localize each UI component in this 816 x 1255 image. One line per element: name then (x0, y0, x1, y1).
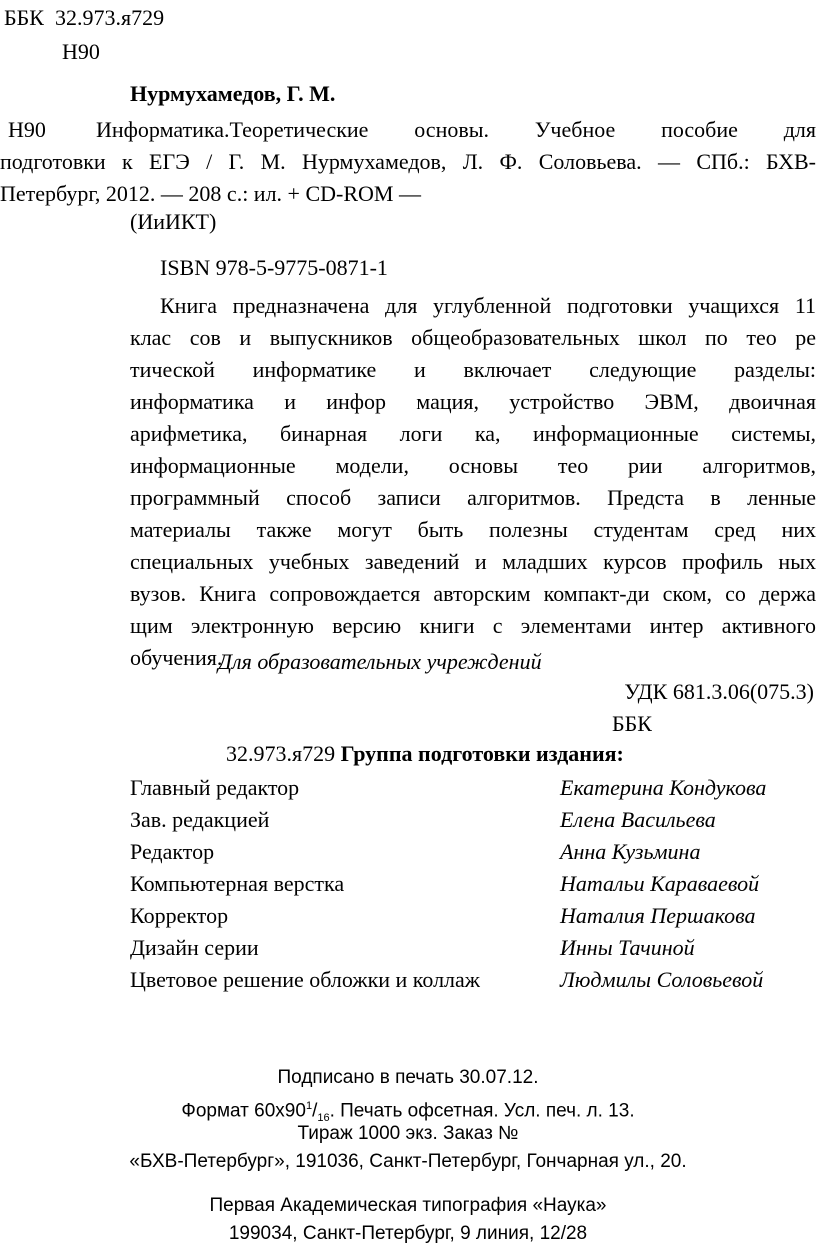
audience: Для образовательных учреждений (218, 649, 542, 674)
abstract-line: клас сов и выпускников общеобразовательных школ по тео ре (130, 325, 816, 350)
bbk-header (4, 2, 164, 34)
bbk-prefix: ББК (4, 5, 44, 30)
format-separator: / (312, 1100, 318, 1122)
group-code: 32.973.я729 (226, 741, 336, 766)
staff-row (130, 868, 816, 900)
bib-line-1 (4, 114, 816, 146)
series: (ИиИКТ) (130, 209, 217, 234)
staff-name: Натальи Караваевой (560, 871, 760, 896)
abstract-line-last: обучения. (130, 645, 223, 670)
abstract-line: программный способ записи алгоритмов. Предста в ленные (130, 485, 816, 510)
format-suffix: . Печать офсетная. Усл. печ. л. 13. (329, 1100, 635, 1122)
bbk-code: 32.973.я729 (54, 5, 165, 30)
staff-row (130, 772, 816, 804)
author-heading: Нурмухамедов, Г. М. (130, 81, 336, 106)
bib-line-3: Петербург, 2012. — 208 с.: ил. + CD-ROM — (0, 181, 421, 206)
staff-role: Зав. редакцией (130, 807, 270, 832)
udk: УДК 681.3.06(075.3) (624, 679, 814, 704)
staff-role: Корректор (130, 903, 229, 928)
bib-line-2: подготовки к ЕГЭ / Г. М. Нурмухамедов, Л. Ф. Соловьева. — СПб.: БХВ- (0, 149, 816, 174)
staff-row (130, 964, 816, 996)
group-title: Группа подготовки издания: (340, 741, 624, 766)
imprint-publisher: «БХВ-Петербург», 191036, Санкт-Петербург, Гончарная ул., 20. (129, 1151, 687, 1172)
format-denominator: 16 (317, 1112, 330, 1125)
abstract-line: информатика и инфор мация, устройство ЭВМ, двоичная (130, 389, 816, 414)
format-numerator: 1 (305, 1100, 313, 1112)
staff-role: Главный редактор (130, 775, 300, 800)
staff-name: Инны Тачиной (560, 935, 695, 960)
staff-name: Анна Кузьмина (560, 839, 701, 864)
staff-name: Елена Васильева (560, 807, 716, 832)
imprint-printer: Первая Академическая типография «Наука» (209, 1195, 607, 1216)
abstract-line: специальных учебных заведений и младших курсов профиль ных (130, 549, 816, 574)
isbn: ISBN 978-5-9775-0871-1 (160, 255, 388, 280)
abstract-line: материалы также могут быть полезны студентам сред них (130, 517, 816, 542)
abstract-line: щим электронную версию книги с элементами интер активного (130, 613, 816, 638)
staff-name: Наталия Першакова (560, 903, 756, 928)
staff-name: Екатерина Кондукова (560, 775, 767, 800)
abstract-line: арифметика, бинарная логи ка, информационные системы, (130, 421, 816, 446)
bib-title: Информатика.Теоретические основы. Учебное пособие для (96, 117, 816, 142)
staff-list (130, 772, 816, 996)
bib-mark: Н90 (8, 117, 46, 142)
staff-role: Компьютерная верстка (130, 871, 345, 896)
staff-role: Дизайн серии (130, 935, 259, 960)
bbk-label: ББК (612, 711, 652, 736)
staff-role: Редактор (130, 839, 215, 864)
abstract-line: тической информатике и включает следующие разделы: (130, 357, 816, 382)
imprint-run: Тираж 1000 экз. Заказ № (297, 1123, 519, 1144)
staff-name: Людмилы Соловьевой (560, 967, 764, 992)
abstract-line: информационные модели, основы тео рии алгоритмов, (130, 453, 816, 478)
staff-row (130, 836, 816, 868)
abstract-line: Книга предназначена для углубленной подготовки учащихся 11 (160, 293, 816, 318)
staff-role: Цветовое решение обложки и коллаж (130, 967, 481, 992)
imprint-signed: Подписано в печать 30.07.12. (277, 1067, 539, 1088)
abstract (130, 290, 816, 674)
staff-row (130, 804, 816, 836)
staff-row (130, 932, 816, 964)
staff-row (130, 900, 816, 932)
group-heading (226, 738, 624, 770)
abstract-line: вузов. Книга сопровождается авторским компакт-ди ском, со держа (130, 581, 816, 606)
imprint-printer-address: 199034, Санкт-Петербург, 9 линия, 12/28 (228, 1223, 588, 1244)
author-mark: Н90 (62, 39, 100, 64)
format-prefix: Формат 60x90 (181, 1100, 306, 1122)
